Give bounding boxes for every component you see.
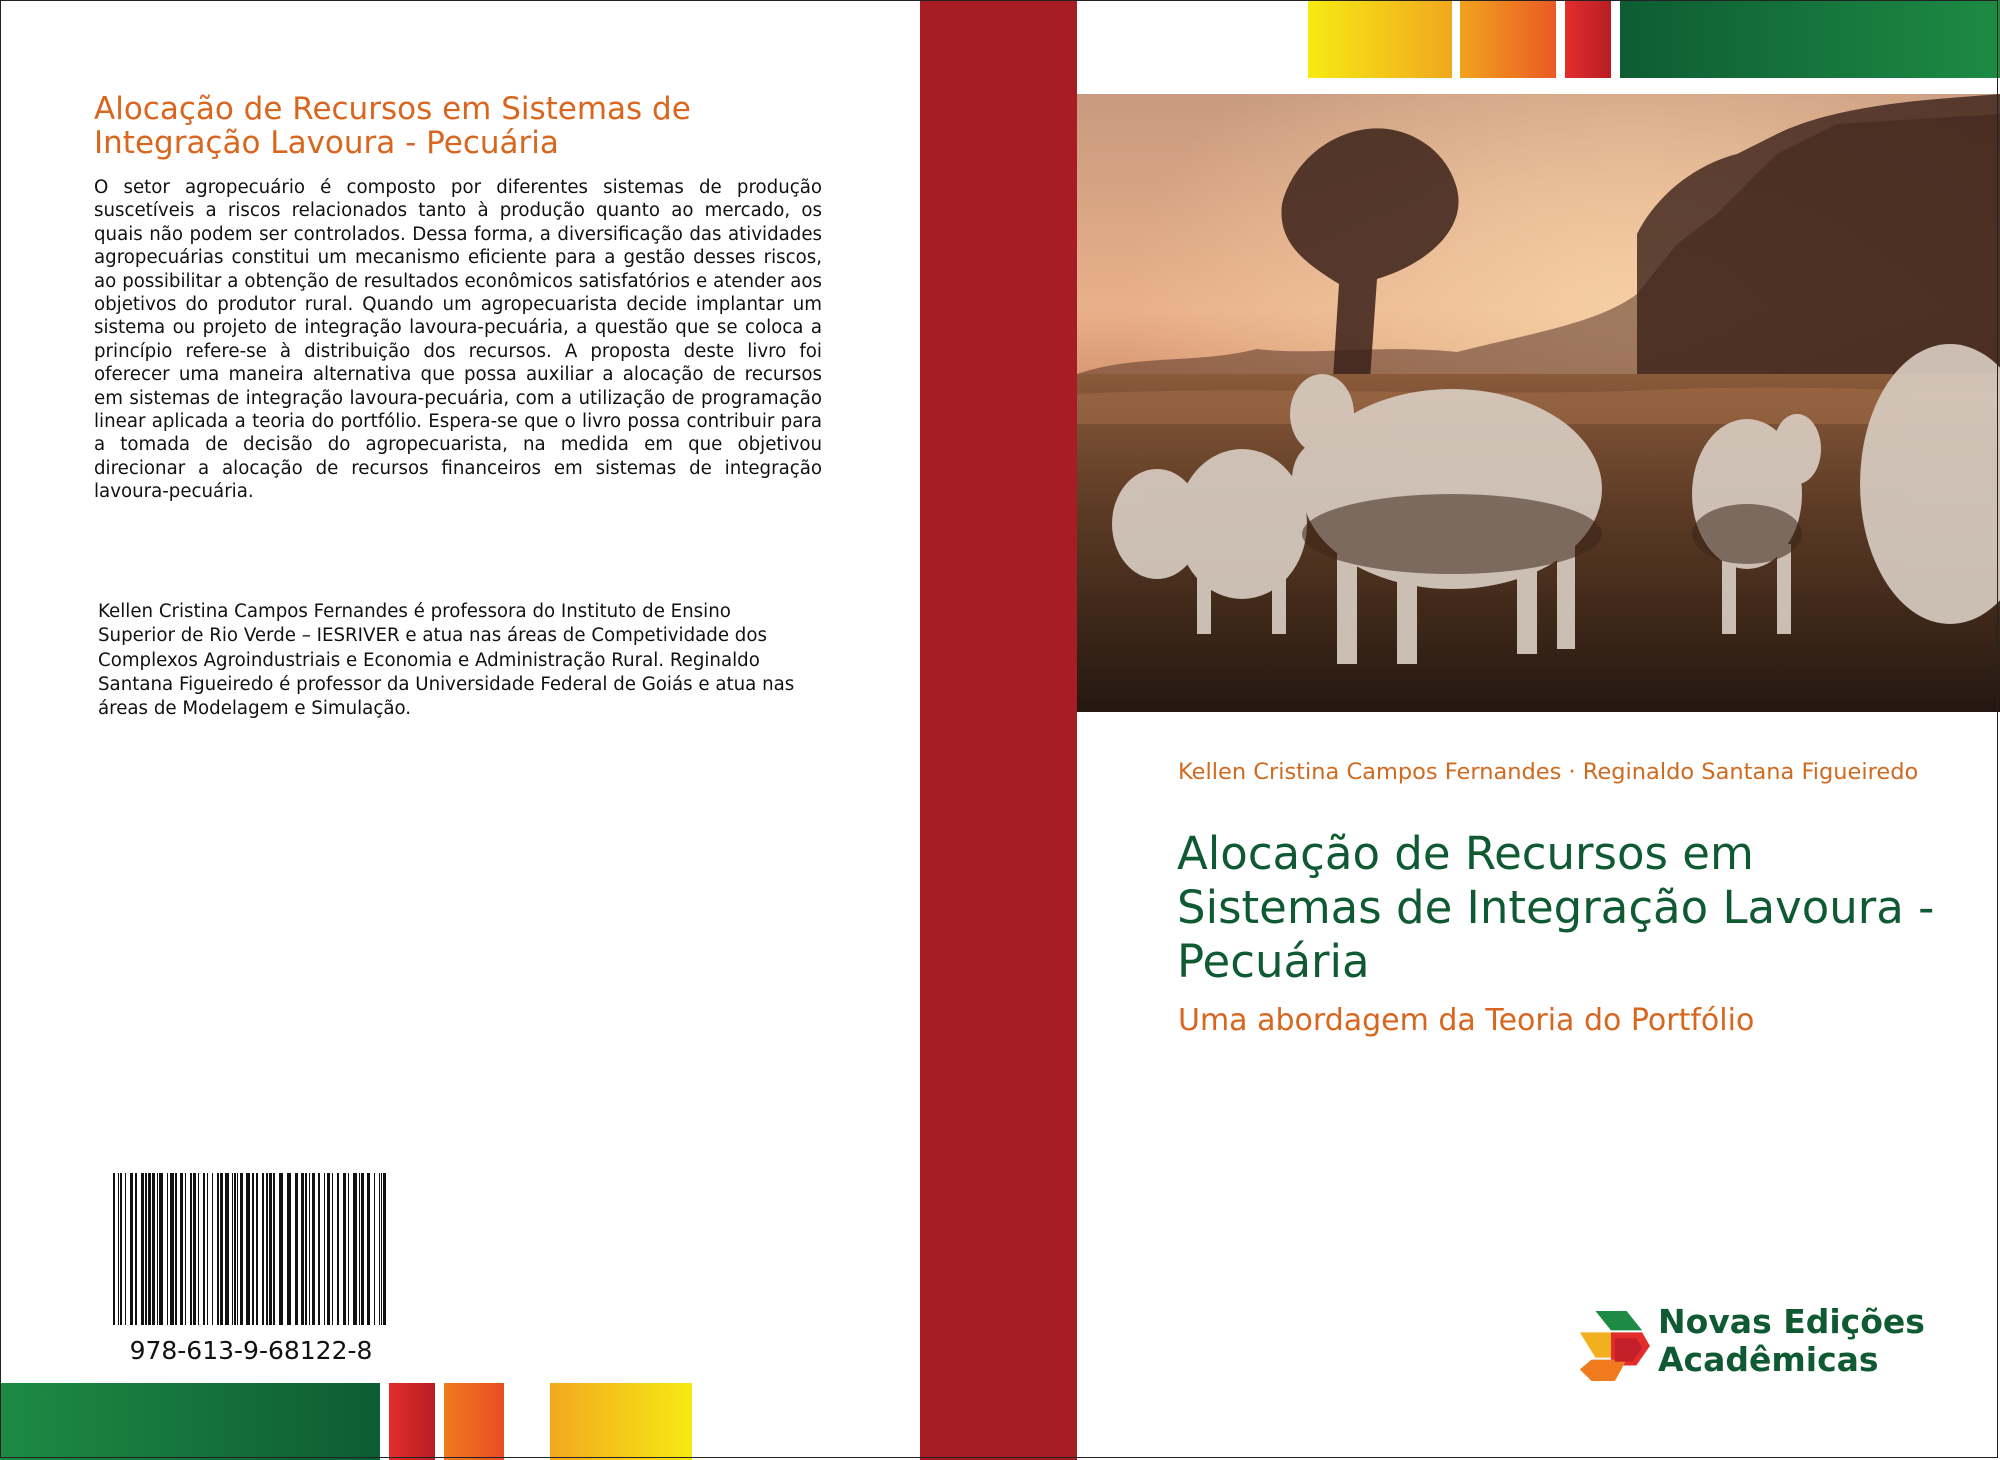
barcode bbox=[113, 1173, 389, 1325]
barcode-bar bbox=[269, 1173, 272, 1325]
barcode-bar bbox=[324, 1173, 325, 1325]
barcode-bar bbox=[157, 1173, 158, 1325]
publisher-name-line1: Novas Edições bbox=[1658, 1302, 1925, 1341]
barcode-bar bbox=[125, 1173, 126, 1325]
barcode-bar bbox=[113, 1173, 115, 1325]
barcode-bar bbox=[318, 1173, 320, 1325]
barcode-bar bbox=[145, 1173, 147, 1325]
barcode-bar bbox=[203, 1173, 205, 1325]
publisher-name-line2: Acadêmicas bbox=[1658, 1340, 1879, 1379]
barcode-bar bbox=[159, 1173, 163, 1325]
isbn-number: 978-613-9-68122-8 bbox=[129, 1336, 373, 1365]
barcode-bar bbox=[295, 1173, 298, 1325]
barcode-bar bbox=[266, 1173, 268, 1325]
back-cover-blurb: O setor agropecuário é composto por diferentes sistemas de produção suscetíveis a riscos relacionados tanto à produção quanto ao mercado, os quais não podem ser controlados. Dessa forma, a diversificação das atividades agropecuárias constitui um mecanismo eficiente para a gestão desses riscos, ao possibilitar a obtenção de resultados econômicos satisfatórios e atender aos objetivos do produtor rural. Quando um agropecuarista decide implantar um sistema ou projeto de integração lavoura-pecuária, a questão que se coloca a princípio refere-se à distribuição dos recursos. A proposta deste livro foi oferecer uma maneira alternativa que possa auxiliar a alocação de recursos em sistemas de integração lavoura-pecuária, com a utilização de programação linear aplicada a teoria do portfólio. Espera-se que o livro possa contribuir para a tomada de decisão do agropecuarista, na medida em que objetivou direcionar a alocação de recursos financeiros em sistemas de integração lavoura-pecuária. bbox=[94, 177, 822, 503]
barcode-bar bbox=[217, 1173, 219, 1325]
barcode-bar bbox=[252, 1173, 254, 1325]
book-spine bbox=[920, 0, 1077, 1460]
barcode-bar bbox=[359, 1173, 360, 1325]
barcode-bar bbox=[193, 1173, 196, 1325]
barcode-bar bbox=[141, 1173, 144, 1325]
barcode-bar bbox=[237, 1173, 238, 1325]
barcode-bar bbox=[337, 1173, 339, 1325]
barcode-bar bbox=[220, 1173, 223, 1325]
hexagon-logo-icon bbox=[1572, 1309, 1650, 1383]
barcode-bar bbox=[279, 1173, 283, 1325]
back-cover-title: Alocação de Recursos em Sistemas de Integração Lavoura - Pecuária bbox=[94, 91, 691, 161]
barcode-bar bbox=[152, 1173, 155, 1325]
publisher-logo bbox=[1572, 1303, 1952, 1385]
barcode-bar bbox=[234, 1173, 236, 1325]
front-cover-subtitle: Uma abordagem da Teoria do Portfólio bbox=[1178, 1003, 1755, 1038]
barcode-bar bbox=[246, 1173, 250, 1325]
barcode-bar bbox=[167, 1173, 168, 1325]
barcode-bar bbox=[135, 1173, 137, 1325]
barcode-bar bbox=[130, 1173, 133, 1325]
barcode-bar bbox=[383, 1173, 386, 1325]
stripe-yellow bbox=[1308, 0, 1452, 78]
barcode-bar bbox=[353, 1173, 357, 1325]
barcode-bar bbox=[287, 1173, 291, 1325]
barcode-bar bbox=[332, 1173, 333, 1325]
barcode-bar bbox=[301, 1173, 304, 1325]
top-color-stripes bbox=[1077, 0, 2000, 78]
barcode-bar bbox=[256, 1173, 258, 1325]
stripe-red bbox=[389, 1383, 435, 1460]
barcode-bar bbox=[118, 1173, 119, 1325]
barcode-bar bbox=[379, 1173, 380, 1325]
barcode-bar bbox=[343, 1173, 346, 1325]
barcode-bar bbox=[348, 1173, 349, 1325]
barcode-bar bbox=[180, 1173, 183, 1325]
cover-photo bbox=[1077, 94, 2000, 712]
front-cover-title: Alocação de Recursos em Sistemas de Integração Lavoura - Pecuária bbox=[1177, 827, 1935, 988]
barcode-bar bbox=[170, 1173, 174, 1325]
barcode-bar bbox=[327, 1173, 330, 1325]
back-cover bbox=[0, 0, 920, 1460]
barcode-bar bbox=[381, 1173, 382, 1325]
stripe-yellow bbox=[550, 1383, 692, 1460]
barcode-bar bbox=[185, 1173, 186, 1325]
barcode-bar bbox=[207, 1173, 208, 1325]
barcode-bar bbox=[120, 1173, 122, 1325]
barcode-bar bbox=[361, 1173, 364, 1325]
barcode-bar bbox=[240, 1173, 243, 1325]
front-cover bbox=[1077, 0, 2000, 1460]
barcode-bar bbox=[225, 1173, 229, 1325]
barcode-bar bbox=[148, 1173, 151, 1325]
barcode-bar bbox=[374, 1173, 375, 1325]
barcode-bar bbox=[212, 1173, 213, 1325]
stripe-orange bbox=[444, 1383, 504, 1460]
author-bio: Kellen Cristina Campos Fernandes é professora do Instituto de Ensino Superior de Rio Verde – IESRIVER e atua nas áreas de Competividade dos Complexos Agroindustriais e Economia e Administração Rural. Reginaldo Santana Figueiredo é professor da Universidade Federal de Goiás e atua nas áreas de Modelagem e Simulação. bbox=[98, 601, 795, 720]
stripe-green bbox=[0, 1383, 380, 1460]
barcode-bar bbox=[305, 1173, 307, 1325]
back-color-stripes bbox=[0, 1383, 920, 1460]
stripe-green bbox=[1620, 0, 2000, 78]
front-cover-authors: Kellen Cristina Campos Fernandes · Reginaldo Santana Figueiredo bbox=[1178, 759, 1919, 785]
barcode-bar bbox=[198, 1173, 199, 1325]
barcode-bar bbox=[190, 1173, 192, 1325]
barcode-bar bbox=[367, 1173, 370, 1325]
publisher-name bbox=[1658, 1303, 1958, 1379]
barcode-bar bbox=[175, 1173, 177, 1325]
barcode-bar bbox=[309, 1173, 310, 1325]
barcode-bar bbox=[232, 1173, 233, 1325]
stripe-red bbox=[1565, 0, 1611, 78]
barcode-bar bbox=[312, 1173, 315, 1325]
barcode-bar bbox=[262, 1173, 264, 1325]
stripe-orange bbox=[1460, 0, 1556, 78]
barcode-bar bbox=[273, 1173, 275, 1325]
